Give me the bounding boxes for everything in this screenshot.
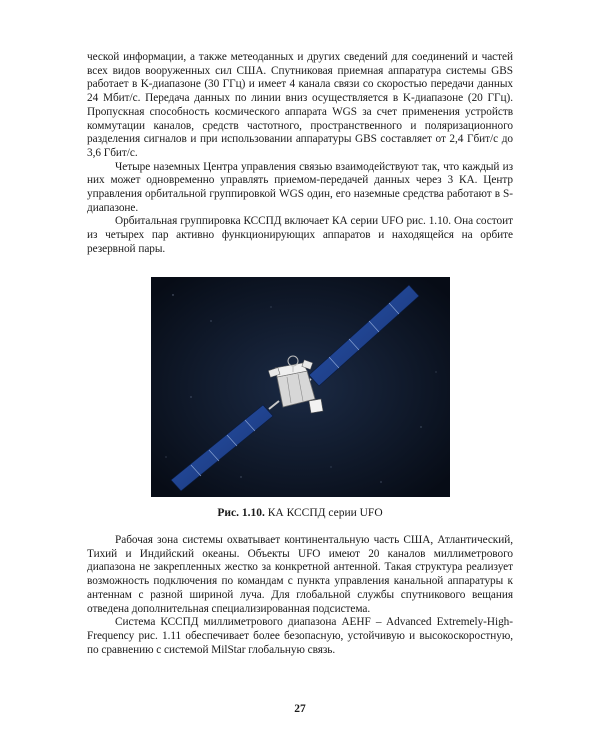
text-block-top [87,51,513,257]
caption-text: КА КССПД серии UFO [267,507,383,519]
satellite-illustration [151,277,450,497]
paragraph: Четыре наземных Центра управления связью взаимодействуют так, что каждый из них может одновременно управлять приемом-передачей данных через 3 КА. Центр управления орбитальной группировкой WGS один, его наземные средства работают в S-диапазоне. [87,160,513,214]
figure-caption [0,507,600,519]
paragraph: Рабочая зона системы охватывает континентальную часть США, Атлантический, Тихий и Индийский океаны. Объекты UFO имеют 20 каналов миллиметрового диапазона не закрепленных жестко за конкретной антенной. Такая структура реализует возможность подключения по командам с пункта управления канальной аппаратуры к антеннам с разной шириной луча. Для глобальной службы спутникового вещания отведена дополнительная специализированная подсистема. [87,534,513,615]
paragraph: Система КССПД миллиметрового диапазона AEHF – Advanced Extremely-High-Frequency рис. 1.11 обеспечивает более безопасную, устойчивую и высокоскоростную, по сравнению с системой MilStar глобальную связь. [87,616,513,656]
paragraph: Орбитальная группировка КССПД включает КА серии UFO рис. 1.10. Она состоит из четырех пар активно функционирующих аппаратов и находящейся на орбите резервной пары. [87,215,513,255]
satellite-figure [151,277,450,497]
page-number: 27 [294,703,306,715]
text-block-bottom [87,534,513,657]
caption-label: Рис. 1.10. [217,507,265,519]
paragraph: ческой информации, а также метеоданных и других сведений для соединений и частей всех видов вооруженных сил США. Спутниковая приемная аппаратура системы GBS работает в K-диапазоне (30 ГГц) и имеет 4 канала связи со скоростью передачи данных 24 Мбит/с. Передача данных по линии вниз осуществляется в K-диапазоне (20 ГГц). Пропускная способность космического аппарата WGS за счет применения устройств коммутации каналов, средств частотного, пространственного и поляризационного разделения сигналов и при использовании аппаратуры GBS составляет от 2,4 Гбит/с до 3,6 Гбит/с. [87,51,513,159]
